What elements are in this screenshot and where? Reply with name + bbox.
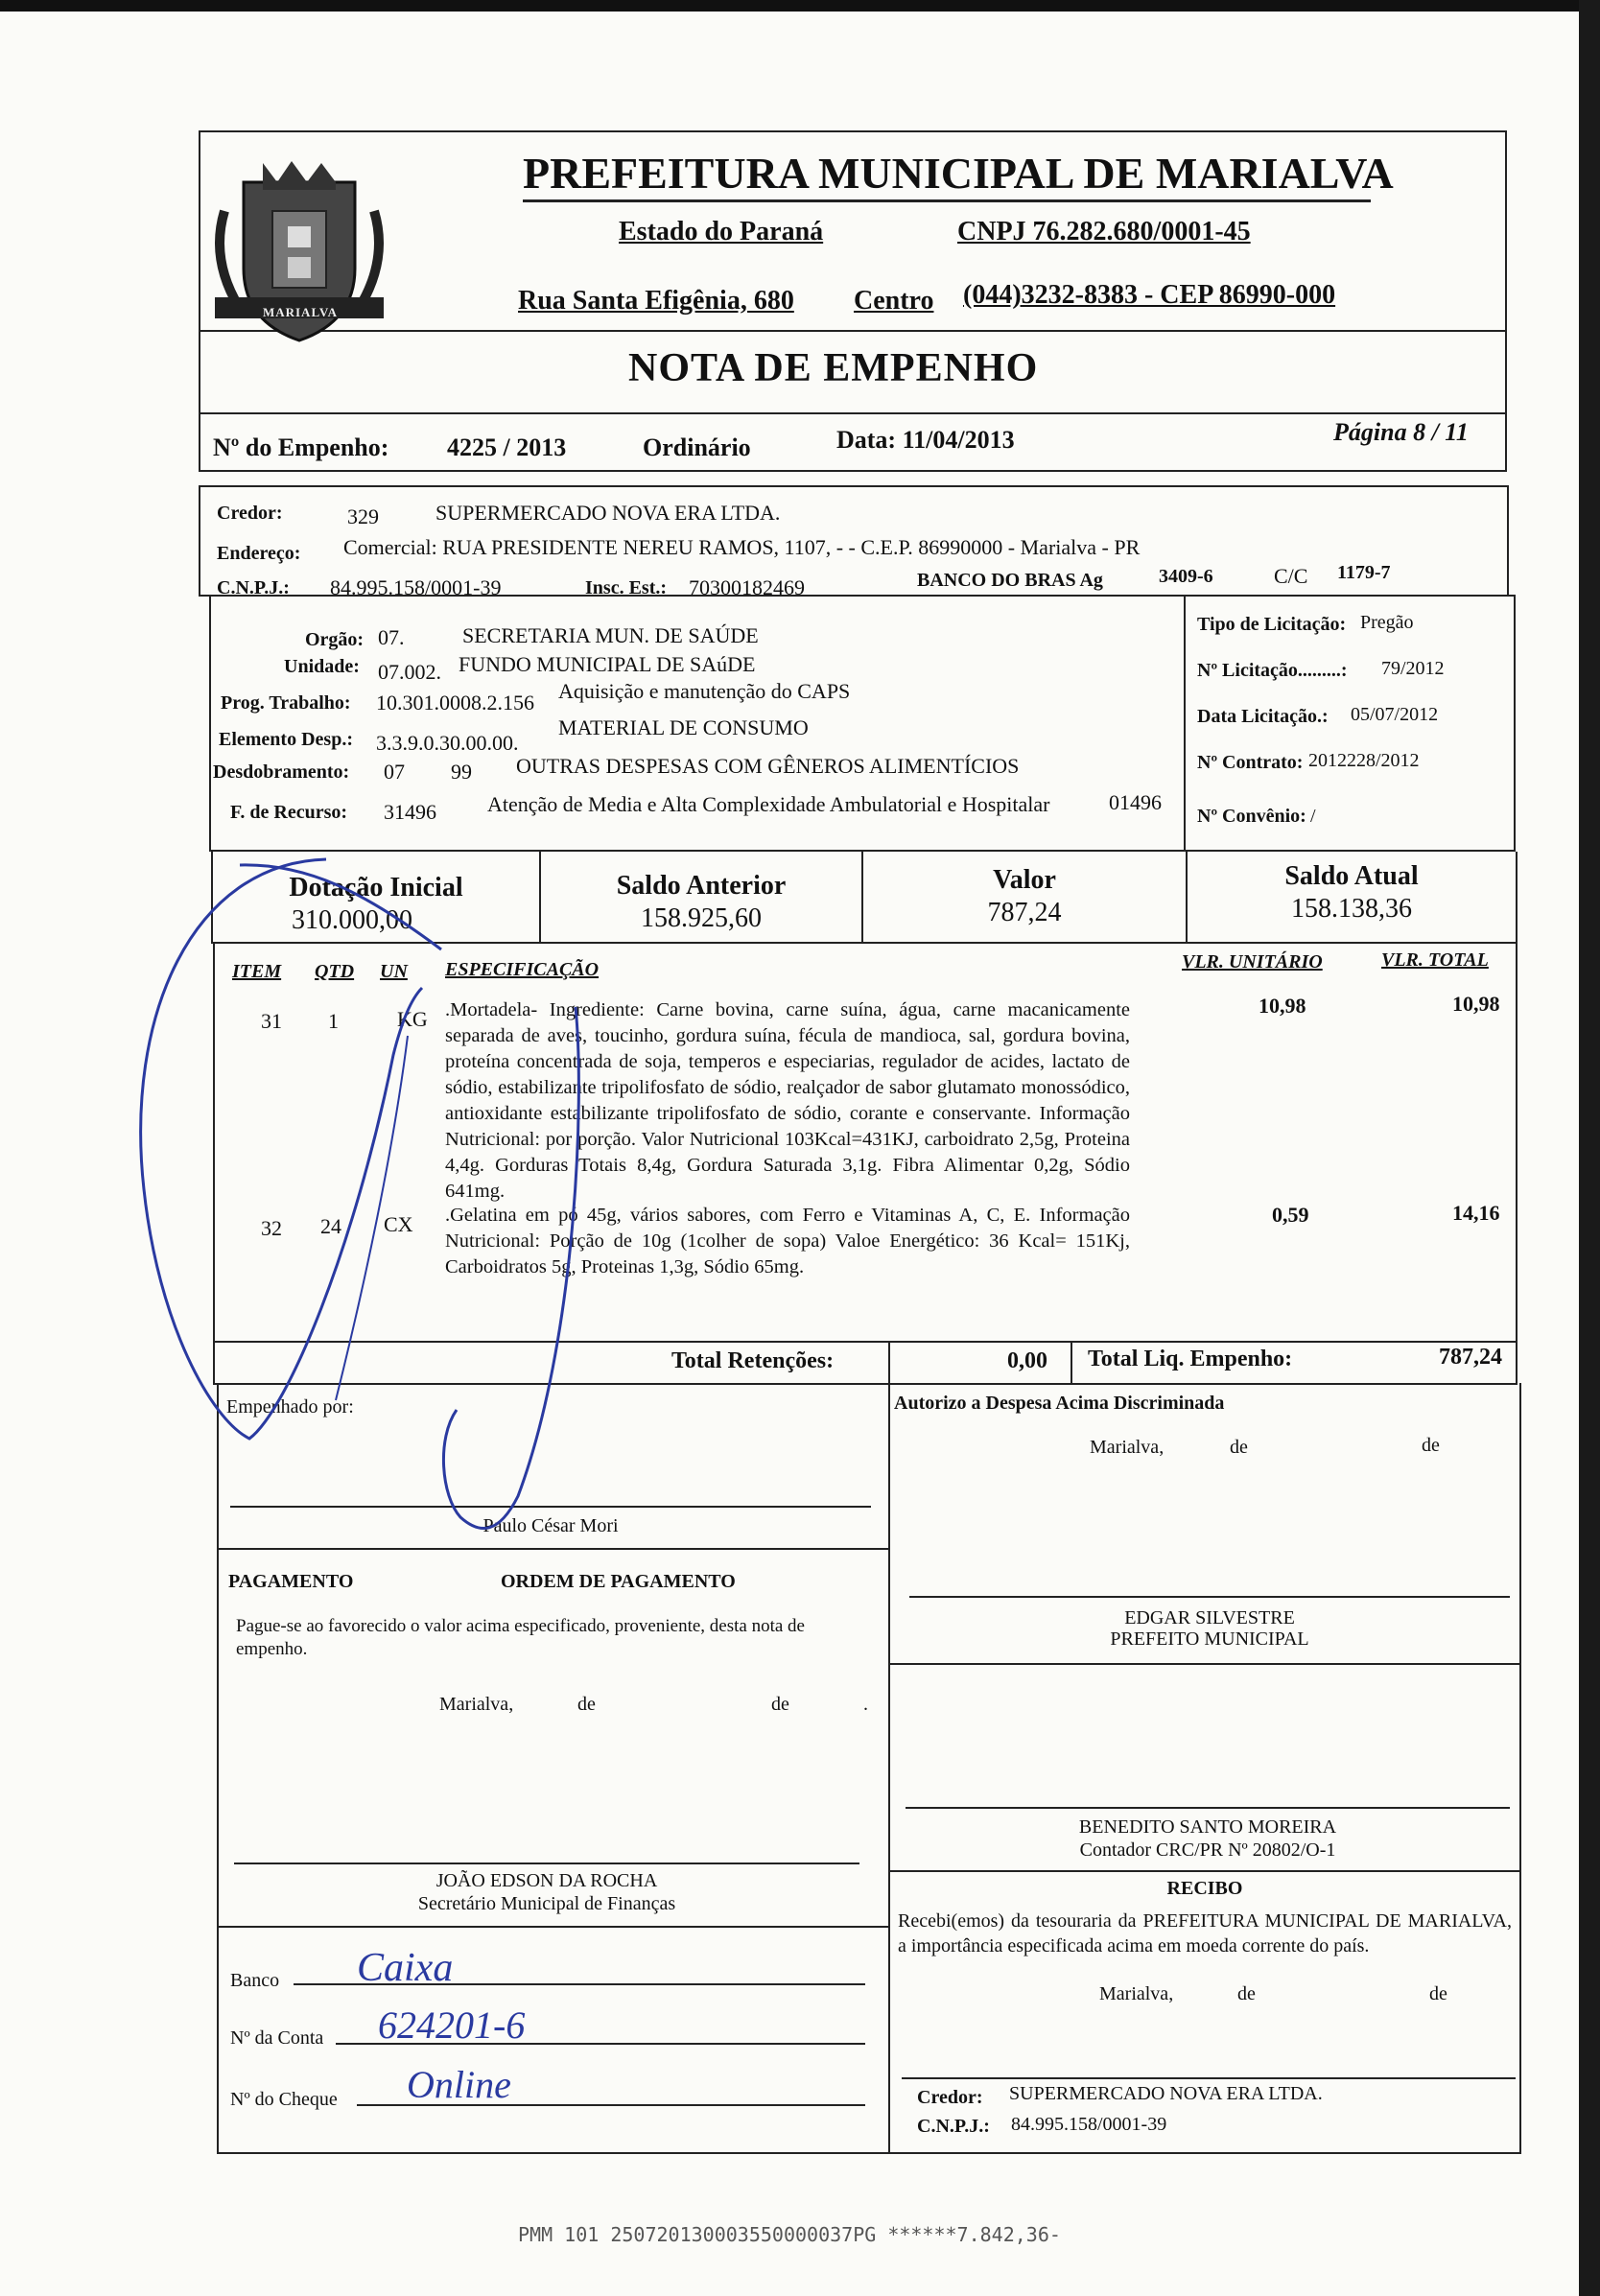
handwritten-bank: Caixa xyxy=(357,1946,454,1990)
doc-title: NOTA DE EMPENHO xyxy=(628,346,1039,390)
header-cnpj: CNPJ 76.282.680/0001-45 xyxy=(957,217,1251,246)
contador-name: BENEDITO SANTO MOREIRA xyxy=(1078,1816,1337,1838)
item-spec: .Mortadela- Ingrediente: Carne bovina, carne suína, água, carne macanicamente separada de aves, toucinho, gordura suína, fécula de mandioca, sal, gordura bovina, proteína concentrada de soja, temperos e especiarias, regulador de acides, lactato de sódio, estabilizante tripolifosfato de sódio, realçador de sabor glutamato monossódico, antioxidante estabilizante tripolifosfato de sódio, corante e conservante. Informação Nutricional: por porção. Valor Nutricional 103Kcal=431KJ, carboidrato 2,5g, Proteina 4,4g. Gorduras Totais 8,4g, Gordura Saturada 3,1g. Fibra Alimentar 0,2g, Sódio 641mg. xyxy=(445,999,1130,1202)
header-street: Rua Santa Efigênia, 680 xyxy=(518,286,794,316)
empenho-num: 4225 / 2013 xyxy=(447,433,567,461)
secretario-name: JOÃO EDSON DA ROCHA xyxy=(435,1870,658,1891)
credor-address: Comercial: RUA PRESIDENTE NEREU RAMOS, 1107, - - C.E.P. 86990000 - Marialva - PR xyxy=(343,535,1141,559)
empenho-page: Página 8 / 11 xyxy=(1333,418,1469,446)
handwritten-account: 624201-6 xyxy=(378,2003,526,2047)
footer-code: PMM 101 250720130003550000037PG ******7.842,36- xyxy=(518,2223,1061,2246)
dotacao-value: 310.000,00 xyxy=(292,905,412,935)
header-phone: (044)3232-8383 - CEP 86990-000 xyxy=(963,280,1336,310)
saldo-anterior-value: 158.925,60 xyxy=(641,903,762,933)
header-state: Estado do Paraná xyxy=(619,217,824,246)
saldo-atual-value: 158.138,36 xyxy=(1291,894,1412,924)
credor-name: SUPERMERCADO NOVA ERA LTDA. xyxy=(435,501,781,525)
item-spec: .Gelatina em pó 45g, vários sabores, com Ferro e Vitaminas A, C, E. Informação Nutricional: Porção de 10g (1colher de sopa) Valoe Energético: 36 Kcal= 151Kj, Carboidratos 5g, Proteinas 1,3g, Sódio 65mg. xyxy=(445,1205,1130,1277)
header-title: PREFEITURA MUNICIPAL DE MARIALVA xyxy=(523,149,1394,198)
empenho-num-label: Nº do Empenho: xyxy=(213,433,389,461)
empenho-type: Ordinário xyxy=(643,433,751,461)
header-district: Centro xyxy=(854,286,934,316)
valor-value: 787,24 xyxy=(987,898,1062,927)
crest-text: MARIALVA xyxy=(262,305,339,319)
total-liquido: 787,24 xyxy=(1439,1345,1502,1370)
empenho-date: Data: 11/04/2013 xyxy=(836,426,1015,454)
prefeito-name: EDGAR SILVESTRE xyxy=(1124,1607,1295,1628)
handwritten-cheque: Online xyxy=(407,2063,511,2106)
